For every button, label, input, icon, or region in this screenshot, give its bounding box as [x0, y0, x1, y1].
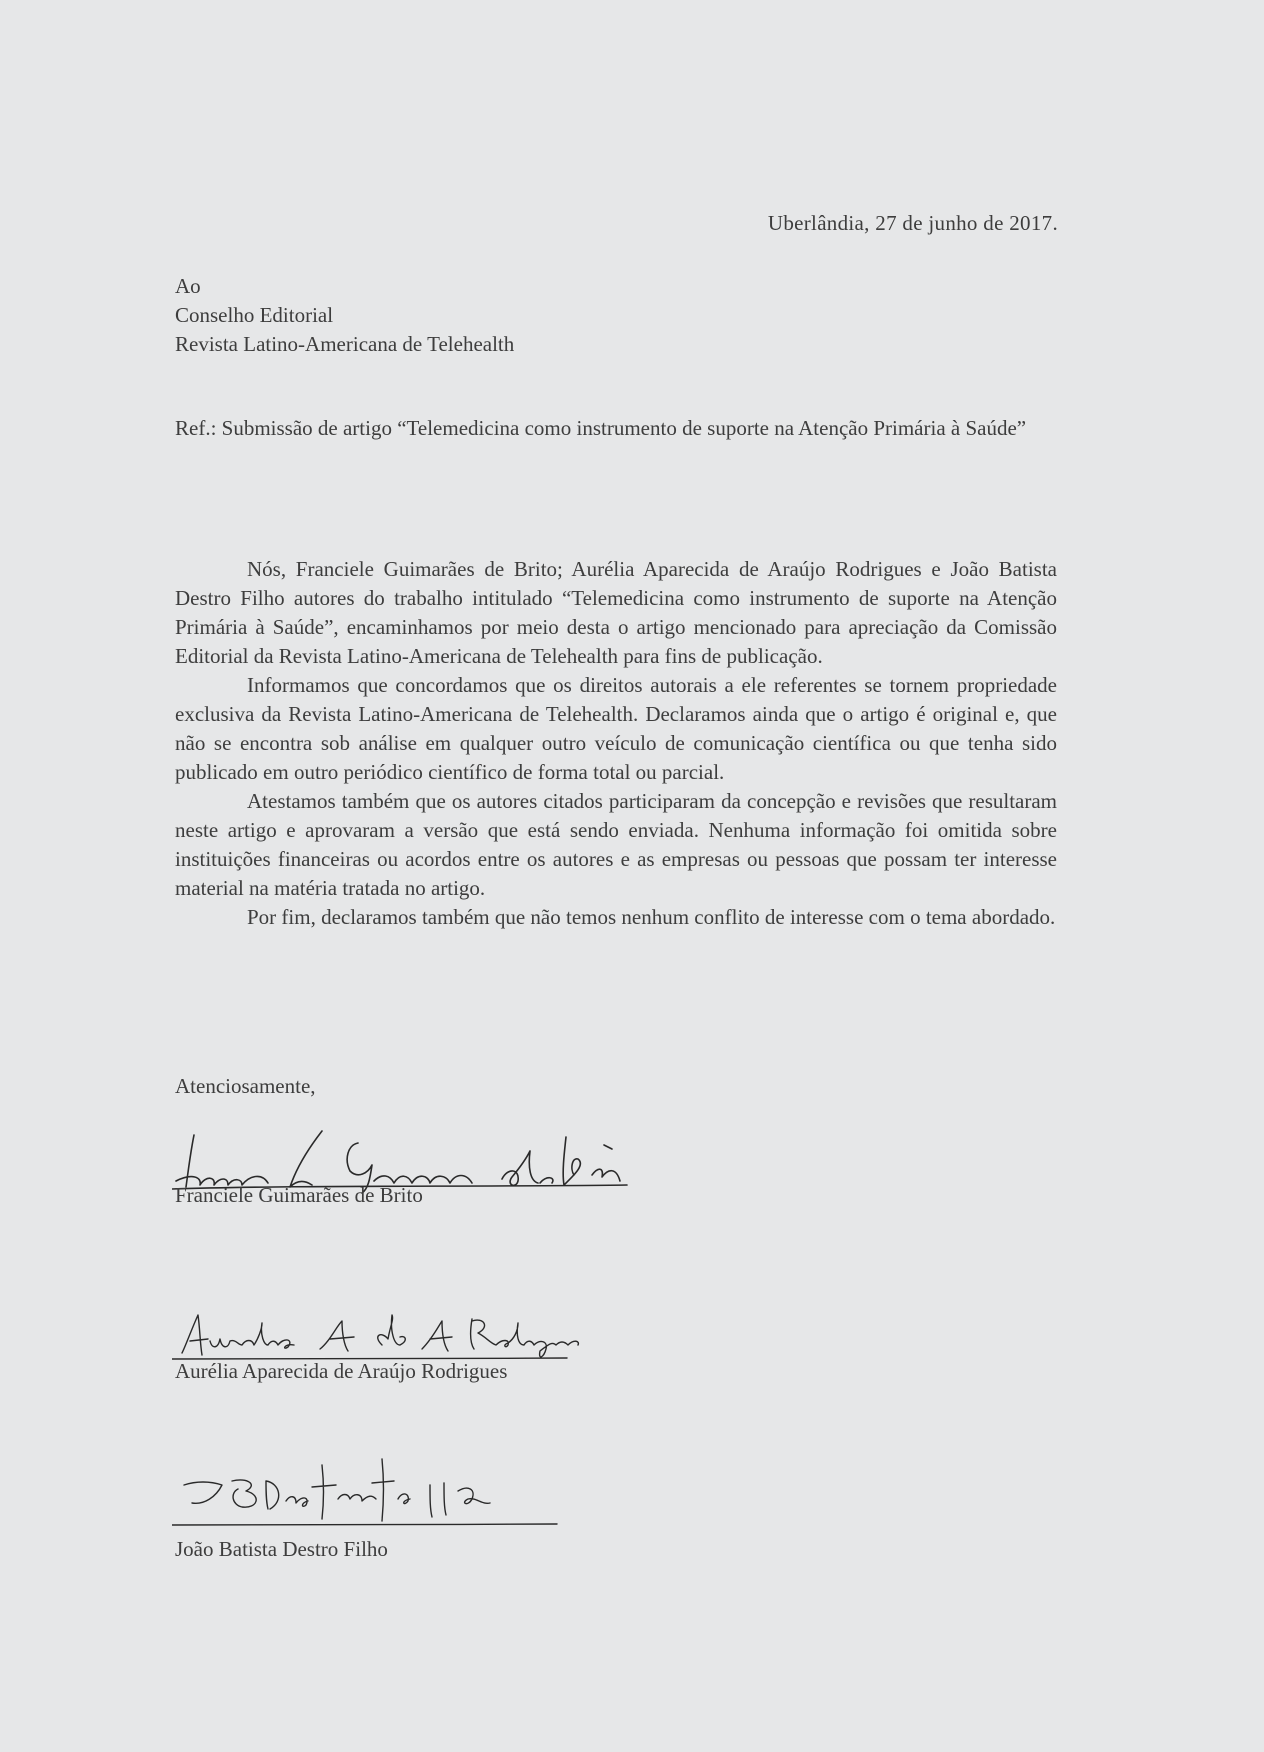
recipient-line-3: Revista Latino-Americana de Telehealth: [175, 332, 515, 356]
signatory-name-1: Franciele Guimarães de Brito: [175, 1183, 423, 1207]
signature-3-handwriting: [172, 1455, 572, 1535]
recipient-line-1: Ao: [175, 274, 201, 298]
recipient-line-2: Conselho Editorial: [175, 303, 334, 327]
body-paragraph: Nós, Franciele Guimarães de Brito; Aurélia Aparecida de Araújo Rodrigues e João Batista Destro Filho autores do trabalho intitulado “Telemedicina como instrumento de suporte na Atenção Primária à Saúde”, encaminhamos por meio desta o artigo mencionado para apreciação da Comissão Editorial da Revista Latino-Americana de Telehealth para fins de publicação.: [175, 557, 1057, 668]
closing-salutation: Atenciosamente,: [175, 1074, 316, 1098]
body-paragraph: Atestamos também que os autores citados participaram da concepção e revisões que resultaram neste artigo e aprovaram a versão que está sendo enviada. Nenhuma informação foi omitida sobre instituições financeiras ou acordos entre os autores e as empresas ou pessoas que possam ter interesse material na matéria tratada no artigo.: [175, 789, 1057, 900]
signature-block-2: [172, 1305, 622, 1384]
letter-date: Uberlândia, 27 de junho de 2017.: [767, 211, 1058, 235]
signatory-name-3: João Batista Destro Filho: [175, 1537, 388, 1561]
signature-block-3: [172, 1455, 572, 1562]
body-paragraph: Informamos que concordamos que os direitos autorais a ele referentes se tornem propriedade exclusiva da Revista Latino-Americana de Telehealth. Declaramos ainda que o artigo é original e, que não se encontra sob análise em qualquer outro veículo de comunicação científica ou que tenha sido publicado em outro periódico científico de forma total ou parcial.: [175, 673, 1057, 784]
body-paragraph: Por fim, declaramos também que não temos nenhum conflito de interesse com o tema abordado.: [247, 905, 1056, 929]
recipient-address: [175, 272, 514, 359]
signatory-name-2: Aurélia Aparecida de Araújo Rodrigues: [175, 1359, 508, 1383]
signature-2-handwriting: [172, 1305, 622, 1365]
reference-line: Ref.: Submissão de artigo “Telemedicina como instrumento de suporte na Atenção Primária à Saúde”: [175, 416, 1027, 440]
letter-body: [175, 555, 1057, 932]
signature-block-1: [172, 1125, 632, 1208]
